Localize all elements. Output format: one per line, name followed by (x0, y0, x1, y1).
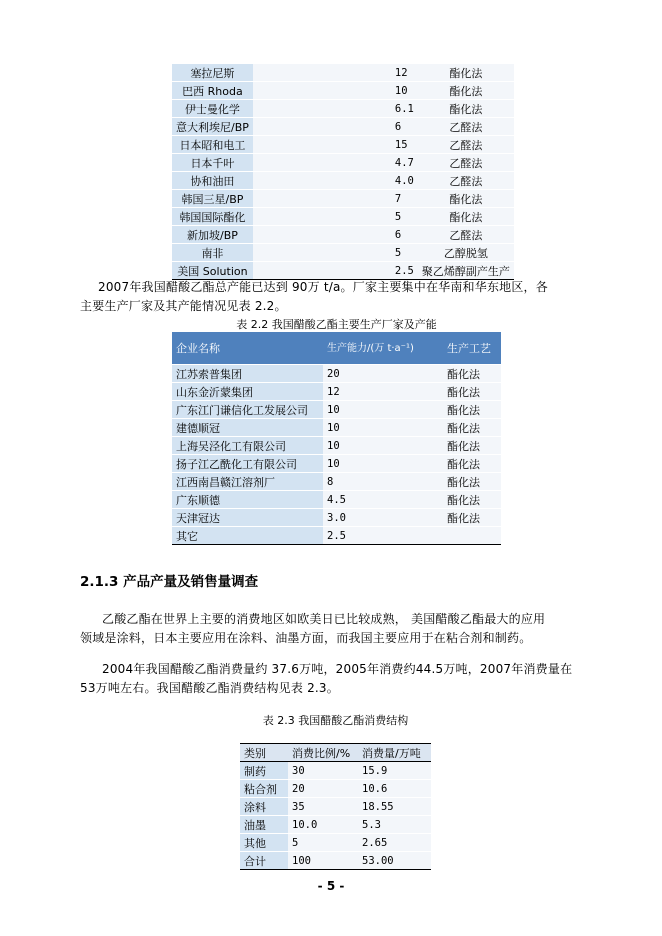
consumption-structure-table (240, 743, 431, 870)
table-row (172, 208, 514, 226)
table-row (172, 64, 514, 82)
table-row (172, 190, 514, 208)
table-row (172, 154, 514, 172)
table-cell: 12 (323, 383, 443, 401)
table-cell: 酯化法 (443, 401, 501, 419)
table-cell: 涂料 (240, 798, 288, 816)
table-row (240, 780, 431, 798)
table-row (240, 834, 431, 852)
header-share: 消费比例/% (288, 744, 358, 762)
table-cell: 5 (253, 208, 418, 226)
table-row (172, 401, 501, 419)
table-cell: 53.00 (358, 852, 431, 870)
table-cell: 上海吴泾化工有限公司 (172, 437, 323, 455)
table-row (172, 100, 514, 118)
table-cell: 5.3 (358, 816, 431, 834)
table-cell: 酯化法 (418, 100, 514, 118)
table-cell: 2.5 (323, 527, 443, 545)
table-cell: 韩国三星/BP (172, 190, 253, 208)
table-cell: 伊士曼化学 (172, 100, 253, 118)
header-volume: 消费量/万吨 (358, 744, 431, 762)
table-cell: 乙醛法 (418, 118, 514, 136)
table-header-row (240, 744, 431, 762)
table-cell: 合计 (240, 852, 288, 870)
table-cell: 8 (323, 473, 443, 491)
header-company: 企业名称 (172, 332, 323, 365)
table-cell: 乙醛法 (418, 172, 514, 190)
table-cell: 聚乙烯醇副产生产 (418, 262, 514, 280)
table-cell: 4.0 (253, 172, 418, 190)
header-capacity: 生产能力/(万 t·a⁻¹) (323, 332, 443, 365)
table-cell: 酯化法 (443, 509, 501, 527)
paragraph-volume-line1: 2004年我国醋酸乙酯消费量约 37.6万吨，2005年消费约44.5万吨，2007年消费量在 (102, 662, 573, 676)
table-row (172, 491, 501, 509)
table-cell: 乙醛法 (418, 226, 514, 244)
table-cell: 江苏索普集团 (172, 365, 323, 383)
table-header-row (172, 332, 501, 365)
table-cell: 酯化法 (443, 383, 501, 401)
table-cell: 酯化法 (443, 473, 501, 491)
table-cell: 2.5 (253, 262, 418, 280)
table-cell: 美国 Solution (172, 262, 253, 280)
table-cell: 其他 (240, 834, 288, 852)
table-cell: 新加坡/BP (172, 226, 253, 244)
header-process: 生产工艺 (443, 332, 501, 365)
table-cell: 4.7 (253, 154, 418, 172)
paragraph-consumption-line2: 领域是涂料，日本主要应用在涂料、油墨方面，而我国主要应用于在粘合剂和制药。 (80, 631, 532, 645)
section-title: 产品产量及销售量调查 (123, 574, 259, 590)
table-cell: 油墨 (240, 816, 288, 834)
table-cell: 10 (323, 401, 443, 419)
table-cell: 乙醇脱氢 (418, 244, 514, 262)
table-row (240, 762, 431, 780)
table-cell: 韩国国际酯化 (172, 208, 253, 226)
table-cell: 10 (323, 419, 443, 437)
paragraph-capacity-line2: 主要生产厂家及其产能情况见表 2.2。 (80, 299, 287, 313)
table-cell: 制药 (240, 762, 288, 780)
table-cell: 6 (253, 226, 418, 244)
domestic-producers-table (172, 332, 501, 545)
table-row (172, 419, 501, 437)
table-cell: 酯化法 (443, 491, 501, 509)
table-cell: 酯化法 (443, 365, 501, 383)
table-cell: 30 (288, 762, 358, 780)
header-category: 类别 (240, 744, 288, 762)
table-row (172, 437, 501, 455)
table-row (172, 244, 514, 262)
table-cell: 10.6 (358, 780, 431, 798)
table-cell: 乙醛法 (418, 136, 514, 154)
paragraph-capacity-line1: 2007年我国醋酸乙酯总产能已达到 90万 t/a。厂家主要集中在华南和华东地区，各 (98, 280, 548, 294)
table-row (172, 172, 514, 190)
table-cell: 6.1 (253, 100, 418, 118)
table-row (172, 473, 501, 491)
table-row (240, 852, 431, 870)
table-cell (443, 527, 501, 545)
table-cell: 4.5 (323, 491, 443, 509)
table-cell: 18.55 (358, 798, 431, 816)
table-cell: 巴西 Rhoda (172, 82, 253, 100)
table-cell: 酯化法 (418, 190, 514, 208)
table-2-2-caption: 表 2.2 我国醋酸乙酯主要生产厂家及产能 (236, 318, 437, 331)
table-cell: 粘合剂 (240, 780, 288, 798)
table-cell: 100 (288, 852, 358, 870)
table-row (240, 816, 431, 834)
table-cell: 南非 (172, 244, 253, 262)
table-cell: 江西南昌赣江溶剂厂 (172, 473, 323, 491)
table-cell: 塞拉尼斯 (172, 64, 253, 82)
table-cell: 12 (253, 64, 418, 82)
table-cell: 酯化法 (443, 437, 501, 455)
table-cell: 10 (323, 455, 443, 473)
table-cell: 协和油田 (172, 172, 253, 190)
table-cell: 15 (253, 136, 418, 154)
table-cell: 10.0 (288, 816, 358, 834)
table-cell: 山东金沂蒙集团 (172, 383, 323, 401)
table-cell: 15.9 (358, 762, 431, 780)
producer-capacity-table-continued (172, 64, 514, 280)
table-cell: 酯化法 (443, 419, 501, 437)
table-cell: 天津冠达 (172, 509, 323, 527)
table-cell: 5 (253, 244, 418, 262)
table-cell: 35 (288, 798, 358, 816)
table-cell: 6 (253, 118, 418, 136)
table-row (172, 226, 514, 244)
section-heading (80, 570, 258, 590)
table-cell: 20 (288, 780, 358, 798)
table-cell: 7 (253, 190, 418, 208)
table-cell: 10 (323, 437, 443, 455)
table-row (172, 118, 514, 136)
table-row (172, 455, 501, 473)
table-cell: 日本千叶 (172, 154, 253, 172)
table-cell: 扬子江乙酰化工有限公司 (172, 455, 323, 473)
paragraph-volume-line2: 53万吨左右。我国醋酸乙酯消费结构见表 2.3。 (80, 681, 339, 695)
table-cell: 广东江门谦信化工发展公司 (172, 401, 323, 419)
table-row (240, 798, 431, 816)
table-cell: 5 (288, 834, 358, 852)
table-row (172, 509, 501, 527)
table-cell: 20 (323, 365, 443, 383)
table-cell: 广东顺德 (172, 491, 323, 509)
table-cell: 其它 (172, 527, 323, 545)
table-cell: 酯化法 (418, 64, 514, 82)
table-cell: 意大利埃尼/BP (172, 118, 253, 136)
section-number: 2.1.3 (80, 574, 119, 590)
table-row (172, 82, 514, 100)
table-row (172, 136, 514, 154)
paragraph-consumption-line1: 乙酸乙酯在世界上主要的消费地区如欧美日已比较成熟， 美国醋酸乙酯最大的应用 (102, 612, 546, 626)
table-row (172, 365, 501, 383)
table-row (172, 383, 501, 401)
table-row (172, 527, 501, 545)
table-cell: 酯化法 (418, 82, 514, 100)
table-cell: 乙醛法 (418, 154, 514, 172)
table-cell: 酯化法 (418, 208, 514, 226)
table-cell: 3.0 (323, 509, 443, 527)
table-cell: 建德顺冠 (172, 419, 323, 437)
table-cell: 酯化法 (443, 455, 501, 473)
page-number: - 5 - (317, 879, 345, 893)
table-cell: 2.65 (358, 834, 431, 852)
table-cell: 日本昭和电工 (172, 136, 253, 154)
table-cell: 10 (253, 82, 418, 100)
table-2-3-caption: 表 2.3 我国醋酸乙酯消费结构 (262, 714, 409, 727)
